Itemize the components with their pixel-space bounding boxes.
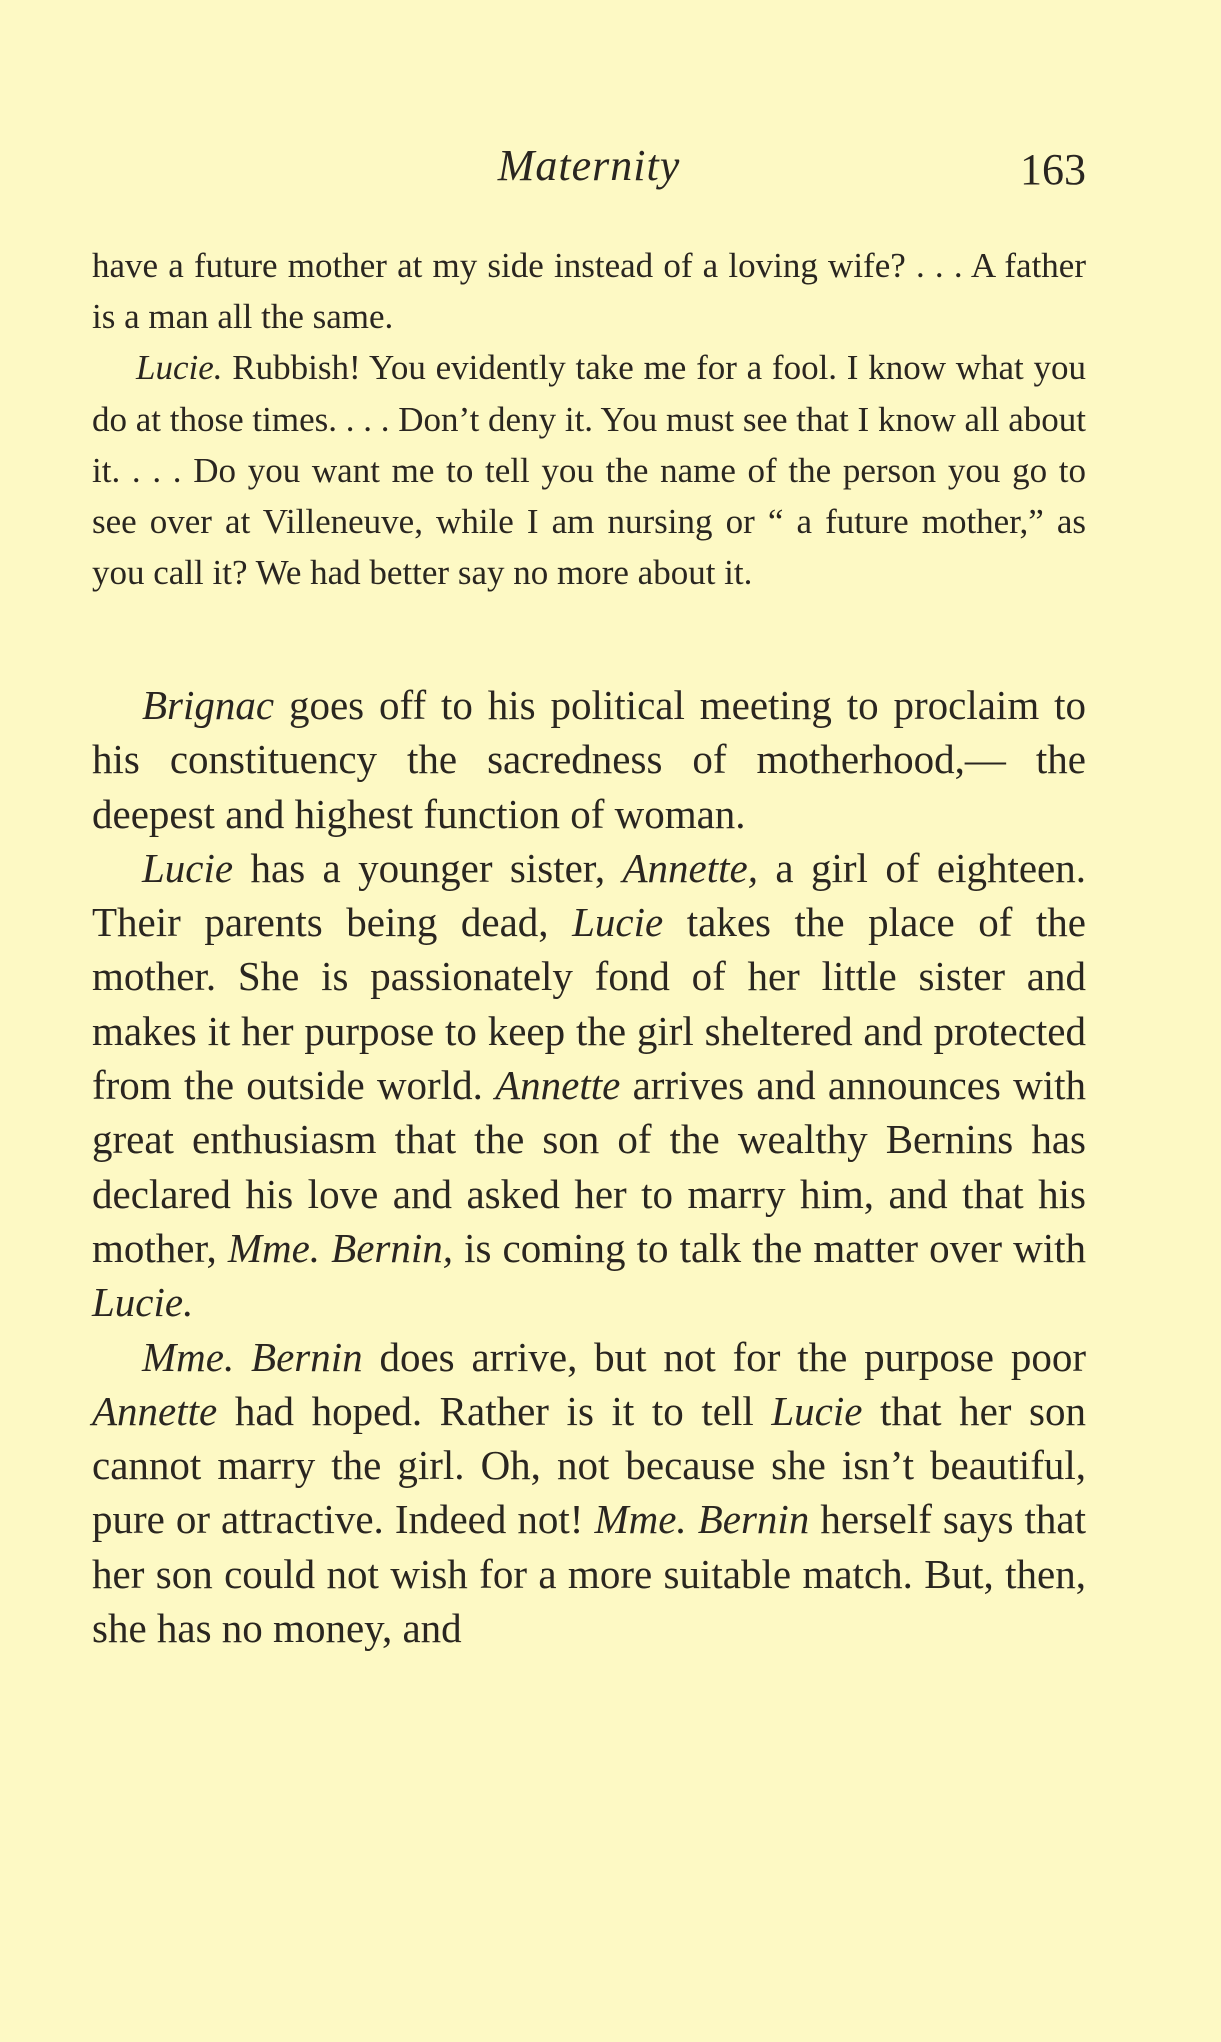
running-head <box>92 140 1086 200</box>
paragraph <box>92 678 1086 841</box>
dialogue-section <box>92 240 1086 598</box>
text-run: arrives and announces with great enthusiasm that the son of the wealthy Bernins has declared his love and asked her to marry him, and that his mother, <box>92 1062 1086 1271</box>
text-run: has a younger sister, <box>233 844 623 891</box>
text-run: had hoped. Rather is it to tell <box>217 1387 772 1434</box>
italic-name: Annette <box>495 1062 621 1109</box>
paragraph <box>92 1330 1086 1656</box>
italic-name: Lucie. <box>92 1279 194 1326</box>
text-run: have a future mother at my side instead of a loving wife? . . . A father is a man all the same. <box>92 246 1086 337</box>
text-run: is coming to talk the matter over with <box>453 1224 1086 1271</box>
book-page <box>92 0 1086 2042</box>
text-run: a girl of eighteen. Their parents being dead, <box>92 844 1086 946</box>
text-run: herself says that her son could not wish for a more suitable match. But, then, she has no money, and <box>92 1496 1086 1652</box>
italic-name: Lucie <box>572 899 664 946</box>
running-title: Maternity <box>497 141 681 190</box>
text-run: does arrive, but not for the purpose poor <box>362 1333 1086 1380</box>
italic-name: Brignac <box>142 682 275 728</box>
italic-name: Lucie <box>142 844 234 891</box>
paragraph <box>92 342 1086 598</box>
italic-name: Lucie. <box>136 348 223 388</box>
text-run: that her son cannot marry the girl. Oh, not because she isn’t beautiful, pure or attractive. Indeed not! <box>92 1387 1086 1543</box>
text-run: goes off to his political meeting to proclaim to his constituency the sacredness of motherhood,— the deepest and highest function of woman. <box>92 682 1086 837</box>
italic-name: Mme. Bernin <box>142 1333 363 1380</box>
page-number: 163 <box>1020 145 1086 194</box>
paragraph <box>92 841 1086 1330</box>
paragraph <box>92 240 1086 342</box>
italic-name: Lucie <box>771 1387 863 1434</box>
italic-name: Mme. Bernin, <box>227 1224 453 1271</box>
italic-name: Mme. Bernin <box>594 1496 810 1543</box>
text-run: Rubbish! You evidently take me for a fool. I know what you do at those times. . . . Don’t deny it. You must see that I know all about it. . . . Do you want me to tell you the name of the person you go to see over at Villeneuve, while I am nursing or “ a future mother,” as you call it? We had better say no more about it. <box>92 348 1086 593</box>
narrative-section <box>92 678 1086 1655</box>
italic-name: Annette, <box>622 844 758 891</box>
italic-name: Annette <box>92 1387 218 1434</box>
text-run: takes the place of the mother. She is passionately fond of her little sister and makes it her purpose to keep the girl sheltered and protected from the outside world. <box>92 899 1086 1109</box>
